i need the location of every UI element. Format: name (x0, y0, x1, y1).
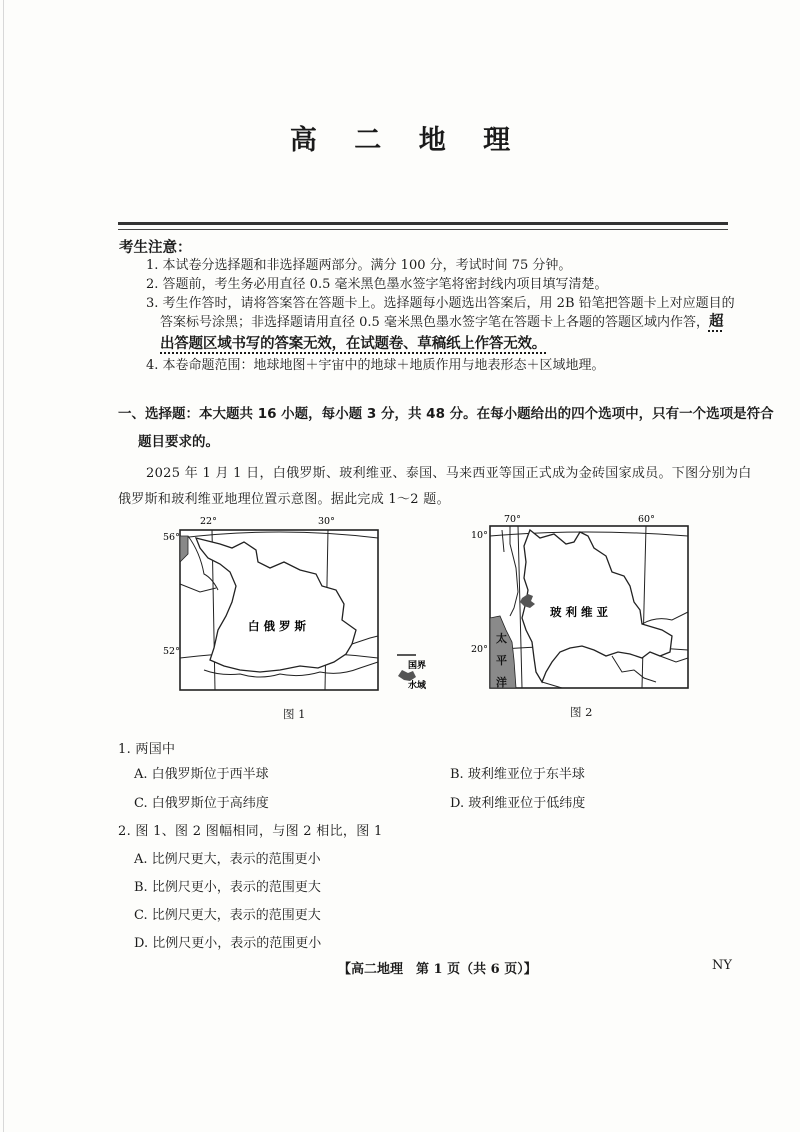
q2-option-c: C. 比例尺更大，表示的范围更大 (134, 908, 321, 923)
q2-option-a: A. 比例尺更大，表示的范围更小 (134, 852, 321, 867)
notice-item-4: 4. 本卷命题范围：地球地图＋宇宙中的地球＋地质作用与地表形态＋区域地理。 (146, 358, 605, 373)
question-2-stem: 2. 图 1、图 2 图幅相同，与图 2 相比，图 1 (118, 824, 383, 839)
fig1-lat-56: 56° (163, 532, 180, 543)
notice-item-3-cont (160, 314, 723, 331)
figure-1-caption: 图 1 (283, 707, 306, 721)
notice-item-2: 2. 答题前，考生务必用直径 0.5 毫米黑色墨水签字笔将密封线内项目填写清楚。 (146, 277, 608, 292)
fig2-ocean-label-2: 平 (496, 654, 507, 667)
fig1-lon-22: 22° (200, 516, 217, 527)
q2-option-b: B. 比例尺更小，表示的范围更大 (134, 880, 321, 895)
scan-edge (3, 0, 4, 1132)
fig2-lat-10: 10° (471, 530, 488, 541)
fig2-lon-70: 70° (504, 514, 521, 525)
q1-option-c: C. 白俄罗斯位于高纬度 (134, 796, 269, 811)
fig2-ocean-label-1: 太 (496, 632, 507, 645)
fig1-country-label: 白 俄 罗 斯 (248, 619, 307, 633)
notice-emphasis: 出答题区域书写的答案无效，在试题卷、草稿纸上作答无效。 (160, 336, 547, 352)
page-title: 高 二 地 理 (289, 125, 525, 156)
notice-emphasis-start: 超 (708, 314, 724, 330)
q1-option-d: D. 玻利维亚位于低纬度 (450, 796, 586, 811)
question-1-stem: 1. 两国中 (118, 742, 176, 757)
fig1-lat-52: 52° (163, 646, 180, 657)
notice-item-3-cont-text: 答案标号涂黑；非选择题请用直径 0.5 毫米黑色墨水签字笔在答题卡上各题的答题区域内作答， (160, 315, 709, 330)
notice-heading: 考生注意： (119, 240, 192, 256)
q1-option-a: A. 白俄罗斯位于西半球 (134, 767, 269, 782)
figure-2-map (466, 512, 694, 694)
passage-line1: 2025 年 1 月 1 日，白俄罗斯、玻利维亚、泰国、马来西亚等国正式成为金砖国家成员。下图分别为白 (146, 466, 752, 481)
passage-line2: 俄罗斯和玻利维亚地理位置示意图。据此完成 1～2 题。 (118, 492, 450, 507)
header-rule-thin (118, 229, 728, 230)
section-heading-line2: 题目要求的。 (138, 434, 219, 450)
page-footer: 【高二地理 第 1 页（共 6 页）】 (338, 962, 537, 977)
fig1-lon-30: 30° (318, 516, 335, 527)
q2-option-d: D. 比例尺更小，表示的范围更小 (134, 936, 322, 951)
q1-option-b: B. 玻利维亚位于东半球 (450, 767, 585, 782)
header-rule-thick (118, 222, 728, 225)
notice-item-3: 3. 考生作答时，请将答案答在答题卡上。选择题每小题选出答案后，用 2B 铅笔把答题卡上对应题目的 (146, 296, 735, 311)
fig1-legend-border: 国界 (407, 661, 426, 671)
figure-2-caption: 图 2 (570, 705, 593, 719)
footer-code: NY (712, 958, 732, 973)
fig2-lat-20: 20° (471, 644, 488, 655)
section-heading-line1: 一、选择题：本大题共 16 小题，每小题 3 分，共 48 分。在每小题给出的四个选项中，只有一个选项是符合 (118, 406, 774, 422)
fig2-ocean-label-3: 洋 (496, 676, 507, 689)
fig2-country-label: 玻 利 维 亚 (550, 605, 609, 619)
fig2-lon-60: 60° (638, 514, 655, 525)
fig1-legend-water: 水域 (407, 681, 426, 691)
notice-item-1: 1. 本试卷分选择题和非选择题两部分。满分 100 分，考试时间 75 分钟。 (146, 258, 572, 273)
figure-1-map (160, 512, 426, 694)
